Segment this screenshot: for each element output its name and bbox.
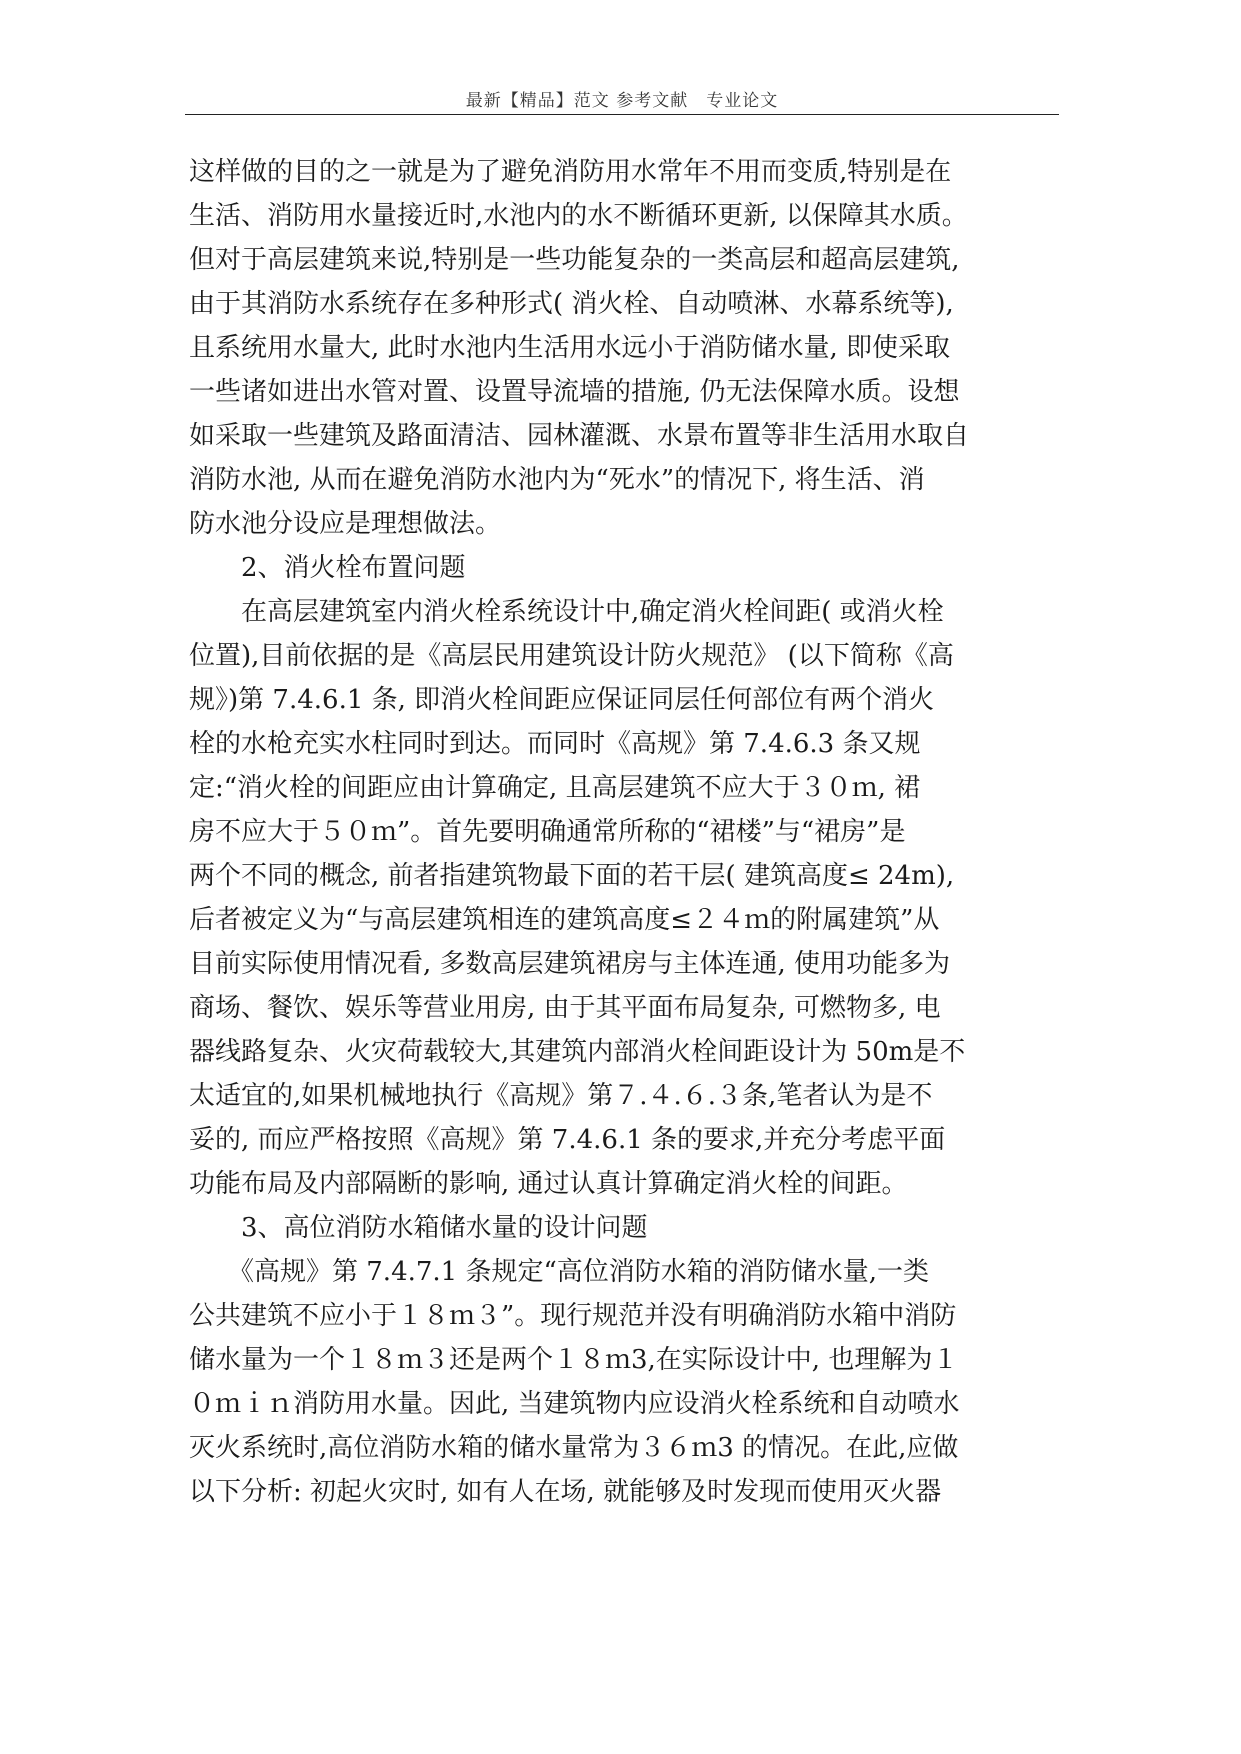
text-line: 《高规》第 7.4.7.1 条规定“高位消防水箱的消防储水量,一类	[189, 1257, 930, 1287]
text-line: 功能布局及内部隔断的影响, 通过认真计算确定消火栓的间距。	[189, 1169, 908, 1199]
header-divider	[185, 114, 1059, 115]
text-line: 两个不同的概念, 前者指建筑物最下面的若干层( 建筑高度≤ 24m),	[189, 861, 955, 891]
document-body	[189, 150, 1059, 1514]
text-line: 位置),目前依据的是《高层民用建筑设计防火规范》 (以下简称《高	[189, 641, 954, 671]
text-line: 且系统用水量大, 此时水池内生活用水远小于消防储水量, 即使采取	[189, 333, 951, 363]
text-line: 生活、消防用水量接近时,水池内的水不断循环更新, 以保障其水质。	[189, 201, 968, 231]
text-line: 妥的, 而应严格按照《高规》第 7.4.6.1 条的要求,并充分考虑平面	[189, 1125, 946, 1155]
text-line: 消防水池, 从而在避免消防水池内为“死水”的情况下, 将生活、消	[189, 465, 925, 495]
text-line: 在高层建筑室内消火栓系统设计中,确定消火栓间距( 或消火栓	[189, 597, 944, 627]
section-heading: 3、高位消防水箱储水量的设计问题	[189, 1213, 648, 1243]
text-line: 公共建筑不应小于１８ｍ３”。现行规范并没有明确消防水箱中消防	[189, 1301, 957, 1331]
page-header: 最新【精品】范文 参考文献 专业论文	[465, 91, 779, 111]
text-line: 后者被定义为“与高层建筑相连的建筑高度≤２４ｍ的附属建筑”从	[189, 905, 940, 935]
text-line: 储水量为一个１８ｍ３还是两个１８ｍ3,在实际设计中, 也理解为１	[189, 1345, 959, 1375]
text-line: ０ｍｉｎ消防用水量。因此, 当建筑物内应设消火栓系统和自动喷水	[189, 1389, 960, 1419]
text-line: 太适宜的,如果机械地执行《高规》第７.４.６.３条,笔者认为是不	[189, 1081, 933, 1111]
text-line: 定:“消火栓的间距应由计算确定, 且高层建筑不应大于３０ｍ, 裙	[189, 773, 921, 803]
text-line: 房不应大于５０ｍ”。首先要明确通常所称的“裙楼”与“裙房”是	[189, 817, 906, 847]
text-line: 由于其消防水系统存在多种形式( 消火栓、自动喷淋、水幕系统等),	[189, 289, 954, 319]
section-heading: 2、消火栓布置问题	[189, 553, 466, 583]
text-line: 栓的水枪充实水柱同时到达。而同时《高规》第 7.4.6.3 条又规	[189, 729, 921, 759]
text-line: 但对于高层建筑来说,特别是一些功能复杂的一类高层和超高层建筑,	[189, 245, 960, 275]
text-line: 规》)第 7.4.6.1 条, 即消火栓间距应保证同层任何部位有两个消火	[189, 685, 935, 715]
text-line: 防水池分设应是理想做法。	[189, 509, 502, 539]
text-line: 以下分析: 初起火灾时, 如有人在场, 就能够及时发现而使用灭火器	[189, 1477, 942, 1507]
text-line: 这样做的目的之一就是为了避免消防用水常年不用而变质,特别是在	[189, 157, 952, 187]
text-line: 如采取一些建筑及路面清洁、园林灌溉、水景布置等非生活用水取自	[189, 421, 970, 451]
text-line: 灭火系统时,高位消防水箱的储水量常为３６ｍ3 的情况。在此,应做	[189, 1433, 959, 1463]
text-line: 器线路复杂、火灾荷载较大,其建筑内部消火栓间距设计为 50m是不	[189, 1037, 966, 1067]
text-line: 目前实际使用情况看, 多数高层建筑裙房与主体连通, 使用功能多为	[189, 949, 951, 979]
text-line: 一些诸如进出水管对置、设置导流墙的措施, 仍无法保障水质。设想	[189, 377, 960, 407]
text-line: 商场、餐饮、娱乐等营业用房, 由于其平面布局复杂, 可燃物多, 电	[189, 993, 941, 1023]
